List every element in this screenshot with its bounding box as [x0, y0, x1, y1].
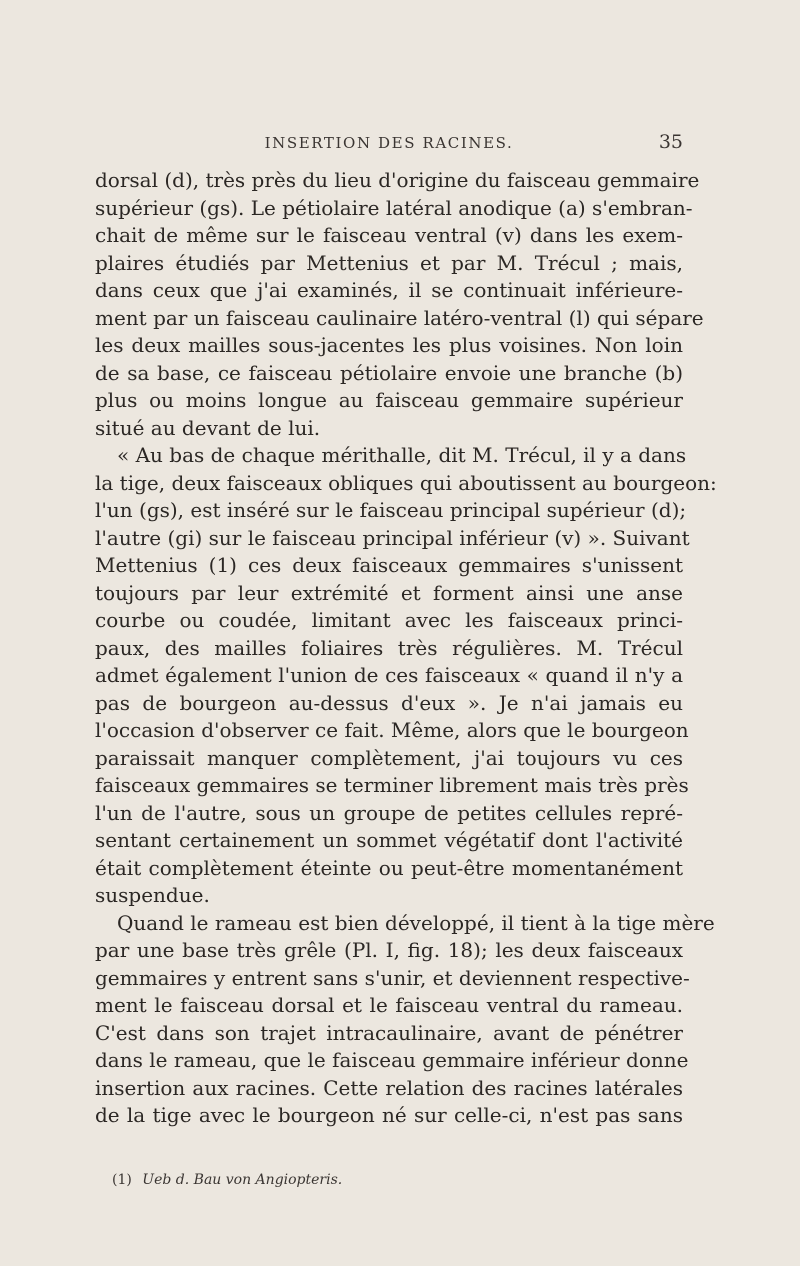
text-line: l'un de l'autre, sous un groupe de petites cellules repré- — [95, 800, 683, 825]
text-line: paraissait manquer complètement, j'ai toujours vu ces — [95, 745, 683, 770]
text-line: sentant certainement un sommet végétatif dont l'activité — [95, 828, 683, 852]
text-line: gemmaires y entrent sans s'unir, et deviennent respective- — [95, 965, 690, 990]
text-line: l'un (gs), est inséré sur le faisceau principal supérieur (d); — [95, 498, 687, 522]
text-line: chait de même sur le faisceau ventral (v) dans les exem- — [95, 223, 683, 247]
footnote-mark: (1) — [112, 1172, 132, 1188]
text-line: plus ou moins longue au faisceau gemmaire supérieur — [95, 388, 683, 412]
page-header — [95, 131, 683, 158]
text-line: admet également l'union de ces faisceaux « quand il n'y a — [95, 663, 683, 687]
text-line: suspendue. — [95, 883, 210, 907]
body-text — [95, 167, 717, 1130]
text-line: ment le faisceau dorsal et le faisceau ventral du rameau. — [95, 993, 683, 1017]
text-line: pas de bourgeon au-dessus d'eux ». Je n'ai jamais eu — [95, 690, 683, 715]
text-line: C'est dans son trajet intracaulinaire, avant de pénétrer — [95, 1020, 683, 1045]
text-line: insertion aux racines. Cette relation des racines latérales — [95, 1075, 683, 1100]
text-line: de la tige avec le bourgeon né sur celle-ci, n'est pas sans — [95, 1103, 683, 1127]
text-line: Quand le rameau est bien développé, il tient à la tige mère — [117, 910, 715, 935]
text-line: la tige, deux faisceaux obliques qui aboutissent au bourgeon: — [95, 470, 717, 495]
footnote-text: Ueb d. Bau von Angiopteris. — [142, 1172, 343, 1188]
text-line: Mettenius (1) ces deux faisceaux gemmaires s'unissent — [95, 553, 683, 577]
text-line: plaires étudiés par Mettenius et par M. Trécul ; mais, — [95, 250, 683, 275]
text-line: l'occasion d'observer ce fait. Même, alors que le bourgeon — [95, 718, 689, 742]
text-line: « Au bas de chaque mérithalle, dit M. Trécul, il y a dans — [117, 443, 687, 467]
text-line: toujours par leur extrémité et forment ainsi une anse — [95, 580, 683, 605]
text-line: dans ceux que j'ai examinés, il se continuait inférieure- — [95, 278, 683, 302]
text-line: courbe ou coudée, limitant avec les faisceaux princi- — [95, 608, 683, 632]
text-line: paux, des mailles foliaires très régulières. M. Trécul — [95, 635, 683, 660]
text-line: ment par un faisceau caulinaire latéro-ventral (l) qui sépare — [95, 305, 704, 330]
text-line: situé au devant de lui. — [95, 415, 321, 440]
text-line: par une base très grêle (Pl. I, fig. 18); les deux faisceaux — [95, 938, 683, 962]
text-line: supérieur (gs). Le pétiolaire latéral anodique (a) s'embran- — [95, 195, 693, 220]
text-line: dans le rameau, que le faisceau gemmaire inférieur donne — [95, 1048, 689, 1072]
running-title: INSERTION DES RACINES. — [264, 134, 514, 152]
page-number: 35 — [658, 131, 683, 153]
text-line: était complètement éteinte ou peut-être momentanément — [95, 855, 683, 880]
text-line: dorsal (d), très près du lieu d'origine du faisceau gemmaire — [95, 168, 700, 192]
text-line: faisceaux gemmaires se terminer librement mais très près — [95, 773, 689, 797]
text-line: les deux mailles sous-jacentes les plus voisines. Non loin — [95, 333, 683, 357]
text-line: l'autre (gi) sur le faisceau principal inférieur (v) ». Suivant — [95, 525, 690, 550]
footnote — [112, 1172, 342, 1188]
text-line: de sa base, ce faisceau pétiolaire envoie une branche (b) — [95, 360, 683, 385]
